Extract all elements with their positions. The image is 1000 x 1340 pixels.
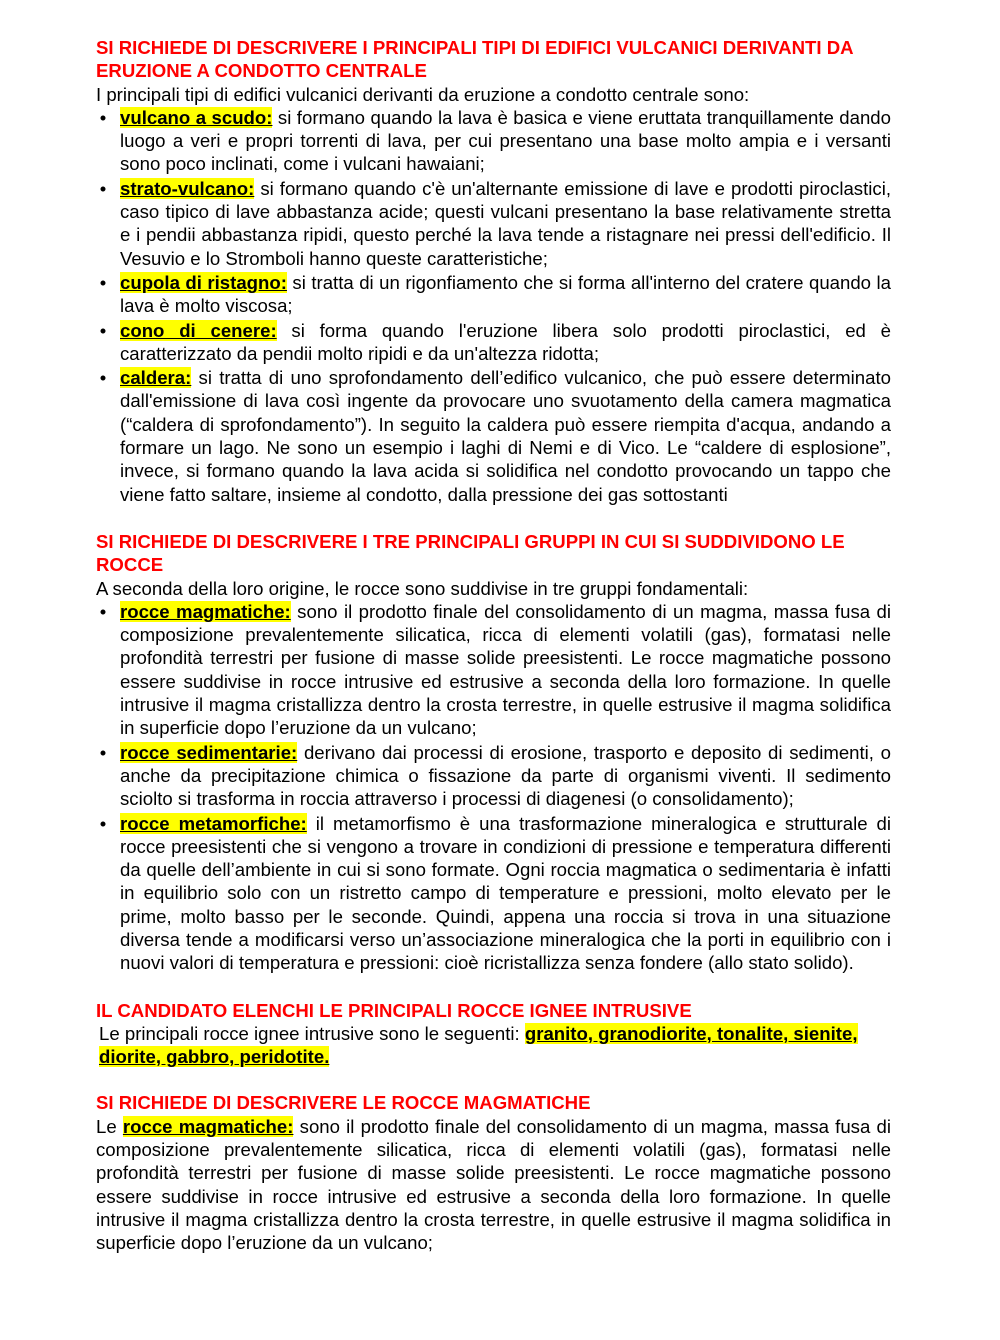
bullet-icon: • xyxy=(99,741,107,763)
section-intro: A seconda della loro origine, le rocce sono suddivise in tre gruppi fondamentali: xyxy=(96,577,749,599)
list-item xyxy=(96,812,891,975)
list-item xyxy=(96,366,891,506)
item-text: si forma quando l'eruzione libera solo prodotti piroclastici, ed è caratterizzato da pendii molto ripidi e da un'altezza ridotta; xyxy=(120,319,891,364)
bullet-list xyxy=(96,600,891,975)
list-item xyxy=(96,741,891,811)
item-text: il metamorfismo è una trasformazione mineralogica e strutturale di rocce preesistenti che si vengono a trovare in condizioni di pressione e temperatura differenti da quelle dell’ambiente in cui si sono formate. Ogni roccia magmatica o sedimentaria è infatti in equilibrio solo con un ristretto campo di temperature e pressioni, molto elevato per le prime, molto basso per le seconde. Quindi, appena una roccia si trova in una situazione diversa tende a modificarsi verso un’associazione mineralogica che la porti in equilibrio con i nuovi valori di temperatura e pressioni: cioè ricristallizza senza fondere (allo stato solido). xyxy=(120,812,892,974)
item-text: sono il prodotto finale del consolidamento di un magma, massa fusa di composizione prevalentemente silicatica, ricca di elementi volatili (gas), formatasi nelle profondità terrestri per fusione di masse solide preesistenti. Le rocce magmatiche possono essere suddivise in rocce intrusive ed estrusive a seconda della loro formazione. In quelle intrusive il magma cristallizza dentro la crosta terrestre, in quelle estrusive il magma solidifica in superficie dopo l’eruzione da un vulcano; xyxy=(120,600,891,739)
list-item xyxy=(96,271,891,318)
item-text: si formano quando la lava è basica e viene eruttata tranquillamente dando luogo a veri e propri torrenti di lava, per cui presentano una base molto ampia e i versanti sono poco inclinati, come i vulcani hawaiani; xyxy=(120,106,891,175)
list-item xyxy=(96,319,891,366)
section-heading: SI RICHIEDE DI DESCRIVERE LE ROCCE MAGMATICHE xyxy=(96,1092,591,1114)
bullet-list xyxy=(96,106,891,506)
section-heading: SI RICHIEDE DI DESCRIVERE I PRINCIPALI TIPI DI EDIFICI VULCANICI DERIVANTI DA ERUZIONE A CONDOTTO CENTRALE xyxy=(96,37,853,82)
item-text: si tratta di uno sprofondamento dell’edifico vulcanico, che può essere determinato dall'emissione di lava così ingente da provocare uno svuotamento della camera magmatica (“caldera di sprofondamento”). In seguito la caldera può essere riempita d'acqua, andando a formare un lago. Ne sono un esempio i laghi di Nemi e di Vico. Le “caldere di esplosione”, invece, si formano quando la lava acida si solidifica nel condotto provocando un tappo che viene fatto saltare, insieme al condotto, dalla pressione dei gas sottostanti xyxy=(120,367,891,505)
section-intro: I principali tipi di edifici vulcanici derivanti da eruzione a condotto centrale sono: xyxy=(96,83,750,105)
bullet-icon: • xyxy=(99,106,107,128)
section-volcanic-buildings xyxy=(96,36,891,506)
list-item xyxy=(96,600,891,740)
section-intrusive-rocks xyxy=(96,999,891,1069)
section-spacer xyxy=(96,976,891,999)
bullet-icon: • xyxy=(99,177,107,199)
bullet-icon: • xyxy=(99,812,107,834)
section-body xyxy=(96,1022,891,1069)
item-text: si tratta di un rigonfiamento che si forma all'interno del cratere quando la lava è molto viscosa; xyxy=(120,271,891,317)
section-rock-groups xyxy=(96,530,891,975)
item-text: si formano quando c'è un'alternante emissione di lave e prodotti piroclastici, caso tipico di lave abbastanza acide; questi vulcani presentano la base relativamente stretta e i pendii abbastanza ripidi, questo perché la lava tende a ristagnare nei pressi dell'edificio. Il Vesuvio e lo Stromboli hanno queste caratteristiche; xyxy=(120,177,891,269)
bullet-icon: • xyxy=(99,367,107,389)
section-heading: IL CANDIDATO ELENCHI LE PRINCIPALI ROCCE IGNEE INTRUSIVE xyxy=(96,999,692,1021)
section-magmatic-rocks xyxy=(96,1091,891,1254)
bullet-icon: • xyxy=(99,319,107,341)
highlighted-term: rocce magmatiche: xyxy=(122,1115,294,1137)
bullet-icon: • xyxy=(99,600,107,622)
list-item xyxy=(96,177,891,270)
highlighted-term: caldera: xyxy=(120,367,192,389)
list-item xyxy=(96,106,891,176)
item-text: derivano dai processi di erosione, trasporto e deposito di sedimenti, o anche da precipitazione chimica o fissazione da parte di organismi viventi. Il sedimento sciolto si trasforma in roccia attraverso i processi di diagenesi (o consolidamento); xyxy=(120,741,892,810)
section-spacer xyxy=(96,507,891,530)
section-body xyxy=(96,1115,891,1255)
body-prefix: Le xyxy=(96,1115,123,1137)
bullet-icon: • xyxy=(99,271,107,293)
highlighted-term: rocce sedimentarie: xyxy=(120,741,298,763)
section-heading: SI RICHIEDE DI DESCRIVERE I TRE PRINCIPALI GRUPPI IN CUI SI SUDDIVIDONO LE ROCCE xyxy=(96,530,845,576)
highlighted-rock-list: granito, granodiorite, tonalite, sienite, diorite, gabbro, peridotite. xyxy=(99,1022,858,1068)
section-spacer xyxy=(96,1068,891,1091)
body-text: sono il prodotto finale del consolidamento di un magma, massa fusa di composizione prevalentemente silicatica, ricca di elementi volatili (gas), formatasi nelle profondità terrestri per fusione di masse solide preesistenti. Le rocce magmatiche possono essere suddivise in rocce intrusive ed estrusive a seconda della loro formazione. In quelle intrusive il magma cristallizza dentro la crosta terrestre, in quelle estrusive il magma solidifica in superficie dopo l’eruzione da un vulcano; xyxy=(96,1115,891,1254)
highlighted-term: rocce metamorfiche: xyxy=(120,812,307,834)
document-page xyxy=(96,36,891,1255)
highlighted-term: cono di cenere: xyxy=(120,319,277,341)
highlighted-term: rocce magmatiche: xyxy=(120,600,291,622)
highlighted-term: vulcano a scudo: xyxy=(120,106,273,128)
highlighted-term: strato-vulcano: xyxy=(120,177,255,199)
highlighted-term: cupola di ristagno: xyxy=(120,271,287,293)
section-intro: Le principali rocce ignee intrusive sono le seguenti: xyxy=(99,1022,525,1044)
